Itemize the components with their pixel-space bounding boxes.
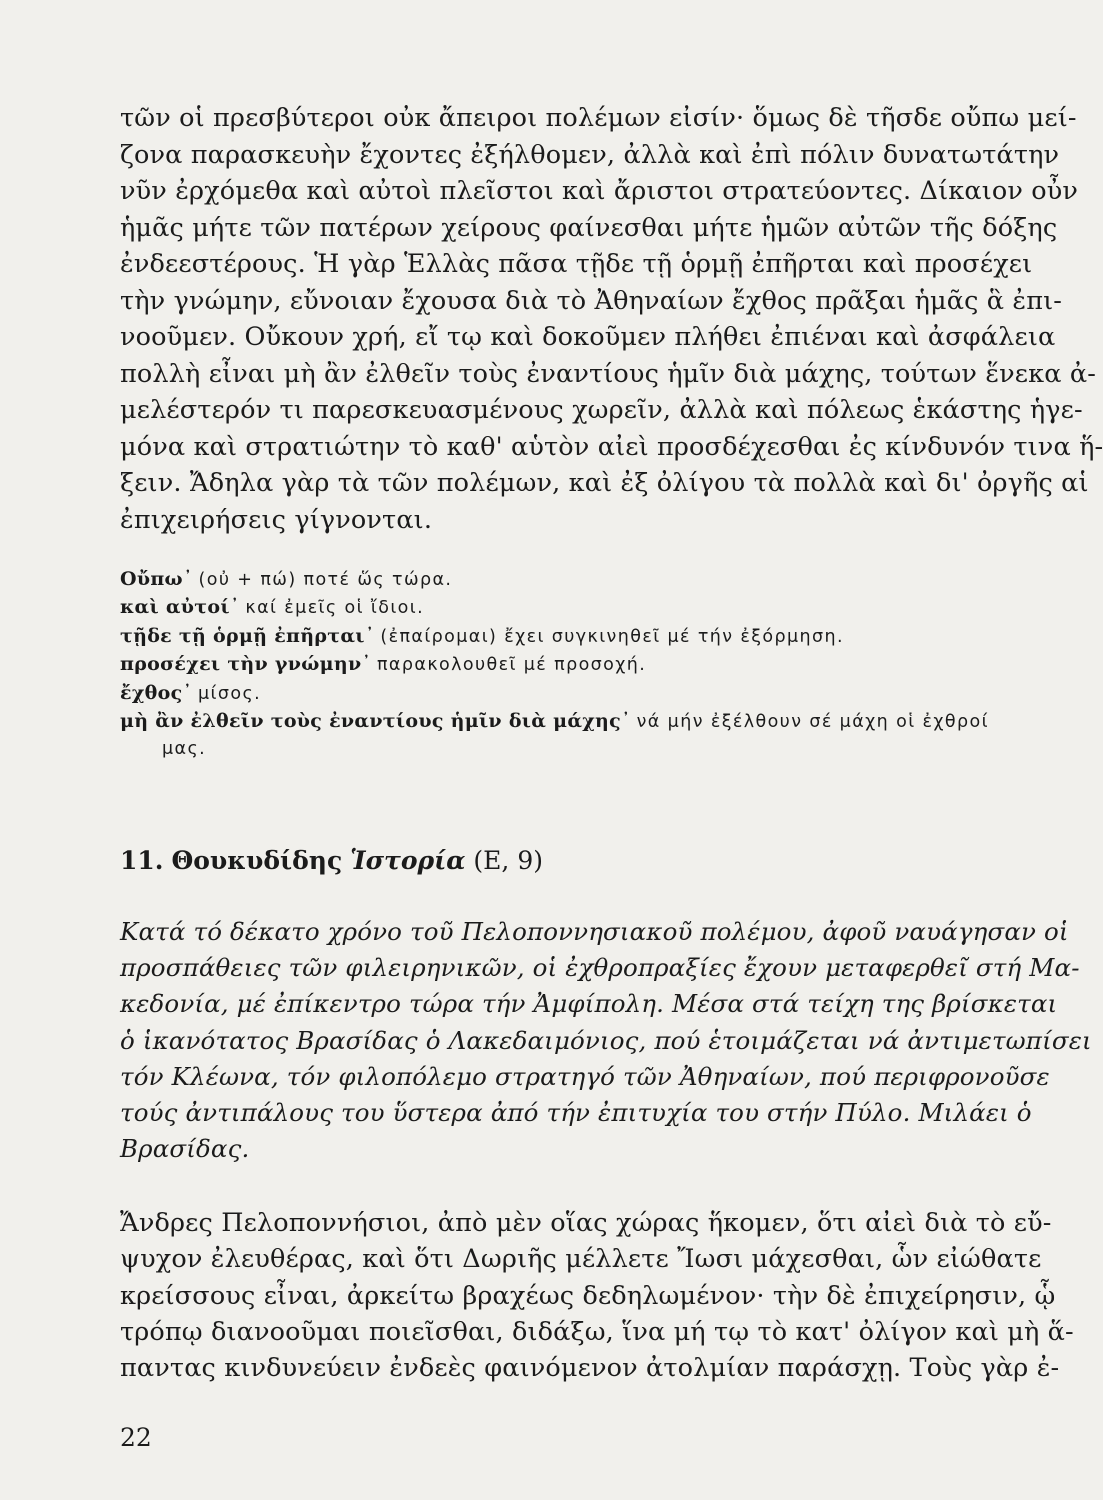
section-reference: (Ε, 9) [473, 846, 543, 875]
gloss-term: Οὔπω [120, 568, 183, 590]
gloss-term: καὶ αὐτοί [120, 596, 230, 619]
text-line: Βρασίδας. [120, 1134, 250, 1164]
text-line: ἐπιχειρήσεις γίγνονται. [120, 504, 433, 535]
gloss-term: τῇδε τῇ ὁρμῇ ἐπῆρται [120, 624, 365, 647]
gloss-item: μὴ ἂν ἐλθεῖν τοὺς ἐναντίους ἡμῖν διὰ μάχης᾿ νά μήν ἐξέλθουν σέ μάχη οἱ ἐχθροί [120, 709, 989, 732]
book-page [120, 0, 1103, 1500]
text-line: τῶν οἱ πρεσβύτεροι οὐκ ἄπειροι πολέμων εἰσίν· ὅμως δὲ τῆσδε οὔπω μεί- [120, 103, 1077, 133]
section-number: 11. [120, 846, 164, 875]
text-line: ψυχον ἐλευθέρας, καὶ ὅτι Δωριῆς μέλλετε Ἴωσι μάχεσθαι, ὧν εἰώθατε [120, 1244, 1042, 1275]
gloss-meaning: (ἐπαίρομαι) ἔχει συγκινηθεῖ μέ τήν ἐξόρμηση. [380, 626, 844, 647]
text-line: νῦν ἐρχόμεθα καὶ αὐτοὶ πλεῖστοι καὶ ἄριστοι στρατεύοντες. Δίκαιον οὖν [120, 176, 1079, 206]
greek-passage-1 [120, 100, 1103, 538]
gloss-item: καὶ αὐτοί᾿ καί ἐμεῖς οἱ ἴδιοι. [120, 596, 425, 619]
gloss-term: προσέχει τὴν γνώμην [120, 653, 362, 676]
gloss-term: μὴ ἂν ἐλθεῖν τοὺς ἐναντίους ἡμῖν διὰ μάχης [120, 709, 622, 732]
text-line: ζονα παρασκευὴν ἔχοντες ἐξήλθομεν, ἀλλὰ καὶ ἐπὶ πόλιν δυνατωτάτην [120, 139, 1060, 170]
text-line: παντας κινδυνεύειν ἐνδεὲς φαινόμενον ἀτολμίαν παράσχῃ. Τοὺς γὰρ ἐ- [120, 1353, 1060, 1384]
gloss-meaning: (οὐ + πώ) ποτέ ὥς τώρα. [198, 570, 453, 590]
text-line: ὁ ἱκανότατος Βρασίδας ὁ Λακεδαιμόνιος, πού ἑτοιμάζεται νά ἀντιμετωπίσει [120, 1025, 1092, 1055]
gloss-meaning: νά μήν ἐξέλθουν σέ μάχη οἱ ἐχθροί [636, 711, 989, 732]
gloss-item: ἔχθος᾿ μίσος. [120, 681, 262, 704]
section-work-title: Ἱστορία [350, 846, 466, 875]
text-line: ἡμᾶς μήτε τῶν πατέρων χείρους φαίνεσθαι μήτε ἡμῶν αὐτῶν τῆς δόξης [120, 212, 1058, 243]
text-line: κρείσσους εἶναι, ἀρκείτω βραχέως δεδηλωμένον· τὴν δὲ ἐπιχείρησιν, ᾧ [120, 1280, 1056, 1311]
gloss-item: Οὔπω᾿ (οὐ + πώ) ποτέ ὥς τώρα. [120, 568, 453, 590]
section-author: Θουκυδίδης [171, 846, 343, 875]
intro-paragraph [120, 914, 1092, 1167]
gloss-term: ἔχθος [120, 681, 183, 704]
text-line: μόνα καὶ στρατιώτην τὸ καθ' αὑτὸν αἰεὶ προσδέχεσθαι ἐς κίνδυνόν τινα ἥ- [120, 431, 1103, 462]
text-line: τὴν γνώμην, εὔνοιαν ἔχουσα διὰ τὸ Ἀθηναίων ἔχθος πρᾶξαι ἡμᾶς ἃ ἐπι- [120, 285, 1063, 316]
gloss-meaning: καί ἐμεῖς οἱ ἴδιοι. [245, 598, 425, 619]
gloss-item: τῇδε τῇ ὁρμῇ ἐπῆρται᾿ (ἐπαίρομαι) ἔχει συγκινηθεῖ μέ τήν ἐξόρμηση. [120, 624, 844, 647]
text-line: προσπάθειες τῶν φιλειρηνικῶν, οἱ ἐχθροπραξίες ἔχουν μεταφερθεῖ στή Μα- [120, 953, 1080, 983]
text-line: τόν Κλέωνα, τόν φιλοπόλεμο στρατηγό τῶν Ἀθηναίων, πού περιφρονοῦσε [120, 1061, 1050, 1091]
page-number: 22 [120, 1423, 152, 1452]
gloss-item: προσέχει τὴν γνώμην᾿ παρακολουθεῖ μέ προσοχή. [120, 653, 647, 676]
text-line: Ἄνδρες Πελοποννήσιοι, ἀπὸ μὲν οἵας χώρας ἥκομεν, ὅτι αἰεὶ διὰ τὸ εὔ- [120, 1208, 1052, 1238]
section-heading [120, 846, 543, 875]
text-line: μελέστερόν τι παρεσκευασμένους χωρεῖν, ἀλλὰ καὶ πόλεως ἑκάστης ἡγε- [120, 395, 1083, 425]
text-line: κεδονία, μέ ἐπίκεντρο τώρα τήν Ἀμφίπολη. Μέσα στά τείχη της βρίσκεται [120, 989, 1058, 1019]
text-line: Κατά τό δέκατο χρόνο τοῦ Πελοποννησιακοῦ πολέμου, ἀφοῦ ναυάγησαν οἱ [120, 917, 1069, 946]
text-line: νοοῦμεν. Οὔκουν χρή, εἴ τῳ καὶ δοκοῦμεν πλήθει ἐπιέναι καὶ ἀσφάλεια [120, 322, 1056, 352]
text-line: τούς ἀντιπάλους του ὕστερα ἀπό τήν ἐπιτυχία του στήν Πύλο. Μιλάει ὁ [120, 1097, 1032, 1127]
text-line: τρόπῳ διανοοῦμαι ποιεῖσθαι, διδάξω, ἵνα μή τῳ τὸ κατ' ὀλίγον καὶ μὴ ἅ- [120, 1316, 1074, 1347]
gloss-meaning: παρακολουθεῖ μέ προσοχή. [377, 655, 647, 676]
gloss-meaning: μίσος. [198, 683, 262, 704]
text-line: ἐνδεεστέρους. Ἡ γὰρ Ἑλλὰς πᾶσα τῇδε τῇ ὁρμῇ ἐπῆρται καὶ προσέχει [120, 249, 1033, 279]
text-line: ξειν. Ἄδηλα γὰρ τὰ τῶν πολέμων, καὶ ἐξ ὀλίγου τὰ πολλὰ καὶ δι' ὀργῆς αἱ [120, 468, 1089, 498]
text-line: πολλὴ εἶναι μὴ ἂν ἐλθεῖν τοὺς ἐναντίους ἡμῖν διὰ μάχης, τούτων ἕνεκα ἀ- [120, 358, 1097, 389]
gloss-continuation: μας. [162, 739, 207, 760]
glossary [120, 565, 989, 764]
greek-passage-2 [120, 1205, 1074, 1386]
